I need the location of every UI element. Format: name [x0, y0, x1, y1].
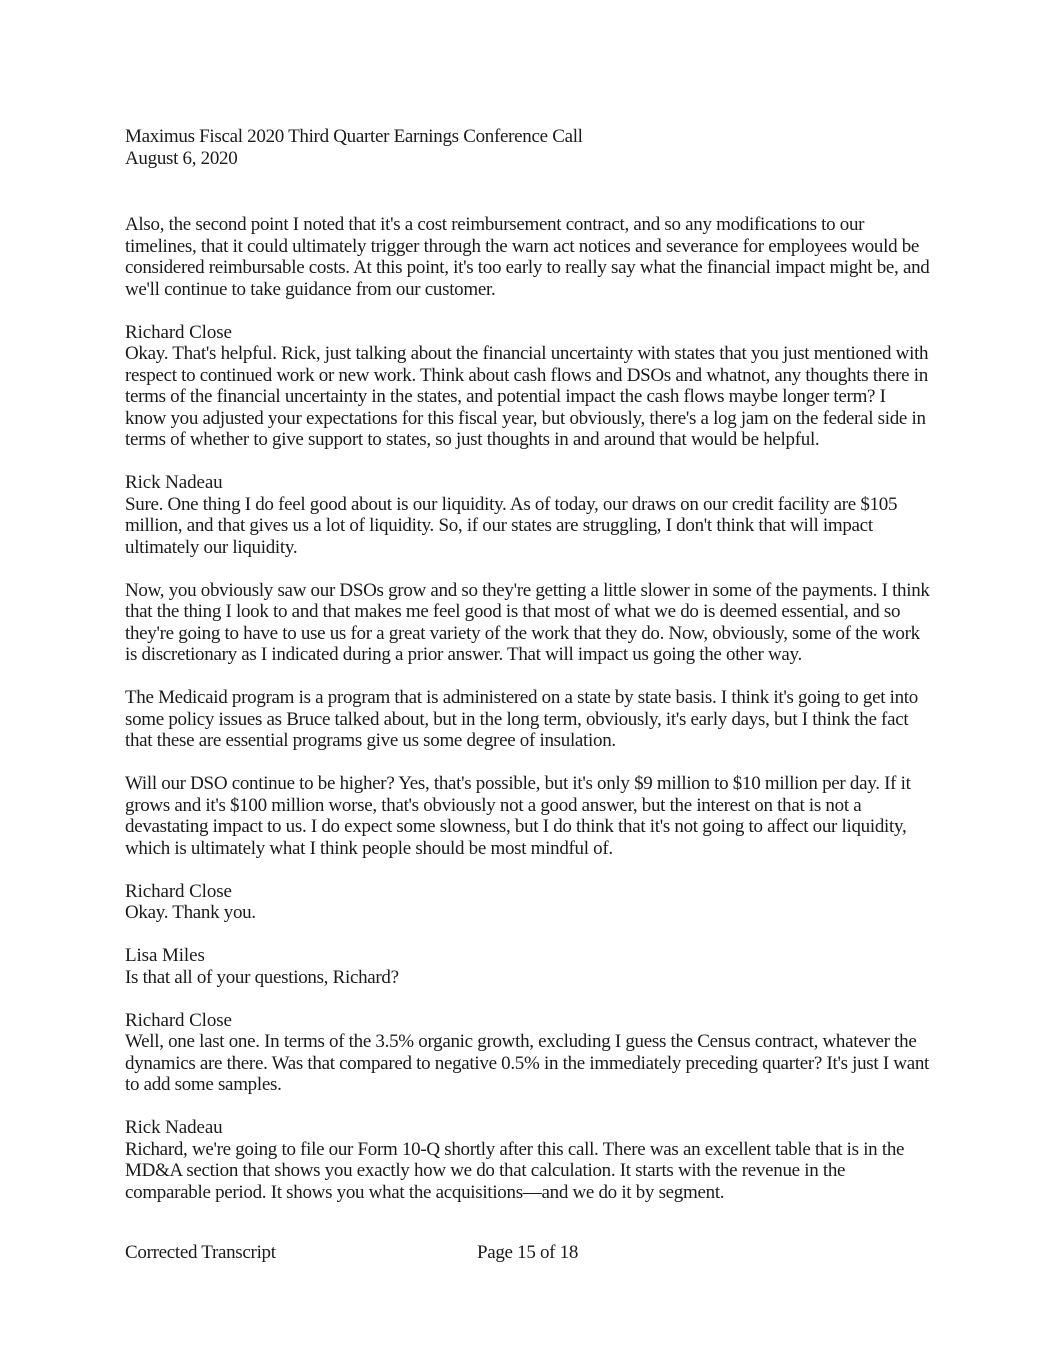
document-header	[125, 126, 930, 169]
footer-page-number: Page 15 of 18	[476, 1242, 579, 1263]
transcript-paragraph: Is that all of your questions, Richard?	[125, 966, 399, 988]
transcript-paragraph: The Medicaid program is a program that is administered on a state by state basis. I think it's going to get into some policy issues as Bruce talked about, but in the long term, obviously, it's early days, but I think the fact that these are essential programs give us some degree of insulation.	[125, 687, 918, 751]
transcript-paragraph: Well, one last one. In terms of the 3.5% organic growth, excluding I guess the Census contract, whatever the dynamics are there. Was that compared to negative 0.5% in the immediately preceding quarter? It's just I want to add some samples.	[125, 1031, 930, 1095]
transcript-paragraph: Sure. One thing I do feel good about is our liquidity. As of today, our draws on our credit facility are $105 million, and that gives us a lot of liquidity. So, if our states are struggling, I don't think that will impact ultimately our liquidity.	[125, 493, 898, 558]
speaker-name: Richard Close	[125, 880, 232, 902]
document-title: Maximus Fiscal 2020 Third Quarter Earnings Conference Call	[125, 126, 583, 147]
speaker-name: Rick Nadeau	[125, 472, 223, 493]
transcript-paragraph: Okay. That's helpful. Rick, just talking about the financial uncertainty with states that you just mentioned with respect to continued work or new work. Think about cash flows and DSOs and whatnot, any thoughts there in terms of the financial uncertainty in the states, and potential impact the cash flows maybe longer term? I know you adjusted your expectations for this fiscal year, but obviously, there's a log jam on the federal side in terms of whether to give support to states, so just thoughts in and around that would be helpful.	[125, 343, 929, 450]
speaker-name: Rick Nadeau	[125, 1117, 223, 1138]
transcript-body	[125, 214, 930, 1203]
speaker-name: Lisa Miles	[125, 945, 205, 966]
document-footer	[0, 1242, 1055, 1264]
transcript-paragraph: Also, the second point I noted that it's a cost reimbursement contract, and so any modifications to our timelines, that it could ultimately trigger through the warn act notices and severance for employees would be considered reimbursable costs. At this point, it's too early to really say what the financial impact might be, and we'll continue to take guidance from our customer.	[125, 214, 930, 300]
document-date: August 6, 2020	[125, 147, 238, 169]
transcript-paragraph: Will our DSO continue to be higher? Yes, that's possible, but it's only $9 million to $10 million per day. If it grows and it's $100 million worse, that's obviously not a good answer, but the interest on that is not a devastating impact to us. I do expect some slowness, but I do think that it's not going to affect our liquidity, which is ultimately what I think people should be most mindful of.	[125, 773, 911, 859]
speaker-name: Richard Close	[125, 1009, 232, 1031]
footer-document-type: Corrected Transcript	[125, 1242, 276, 1263]
transcript-paragraph: Okay. Thank you.	[125, 902, 256, 923]
transcript-paragraph: Now, you obviously saw our DSOs grow and so they're getting a little slower in some of the payments. I think that the thing I look to and that makes me feel good is that most of what we do is deemed essential, and so they're going to have to use us for a great variety of the work that they do. Now, obviously, some of the work is discretionary as I indicated during a prior answer. That will impact us going the other way.	[125, 579, 930, 665]
transcript-paragraph: Richard, we're going to file our Form 10-Q shortly after this call. There was an excellent table that is in the MD&A section that shows you exactly how we do that calculation. It starts with the revenue in the comparable period. It shows you what the acquisitions—and we do it by segment.	[125, 1138, 905, 1203]
speaker-name: Richard Close	[125, 321, 232, 343]
